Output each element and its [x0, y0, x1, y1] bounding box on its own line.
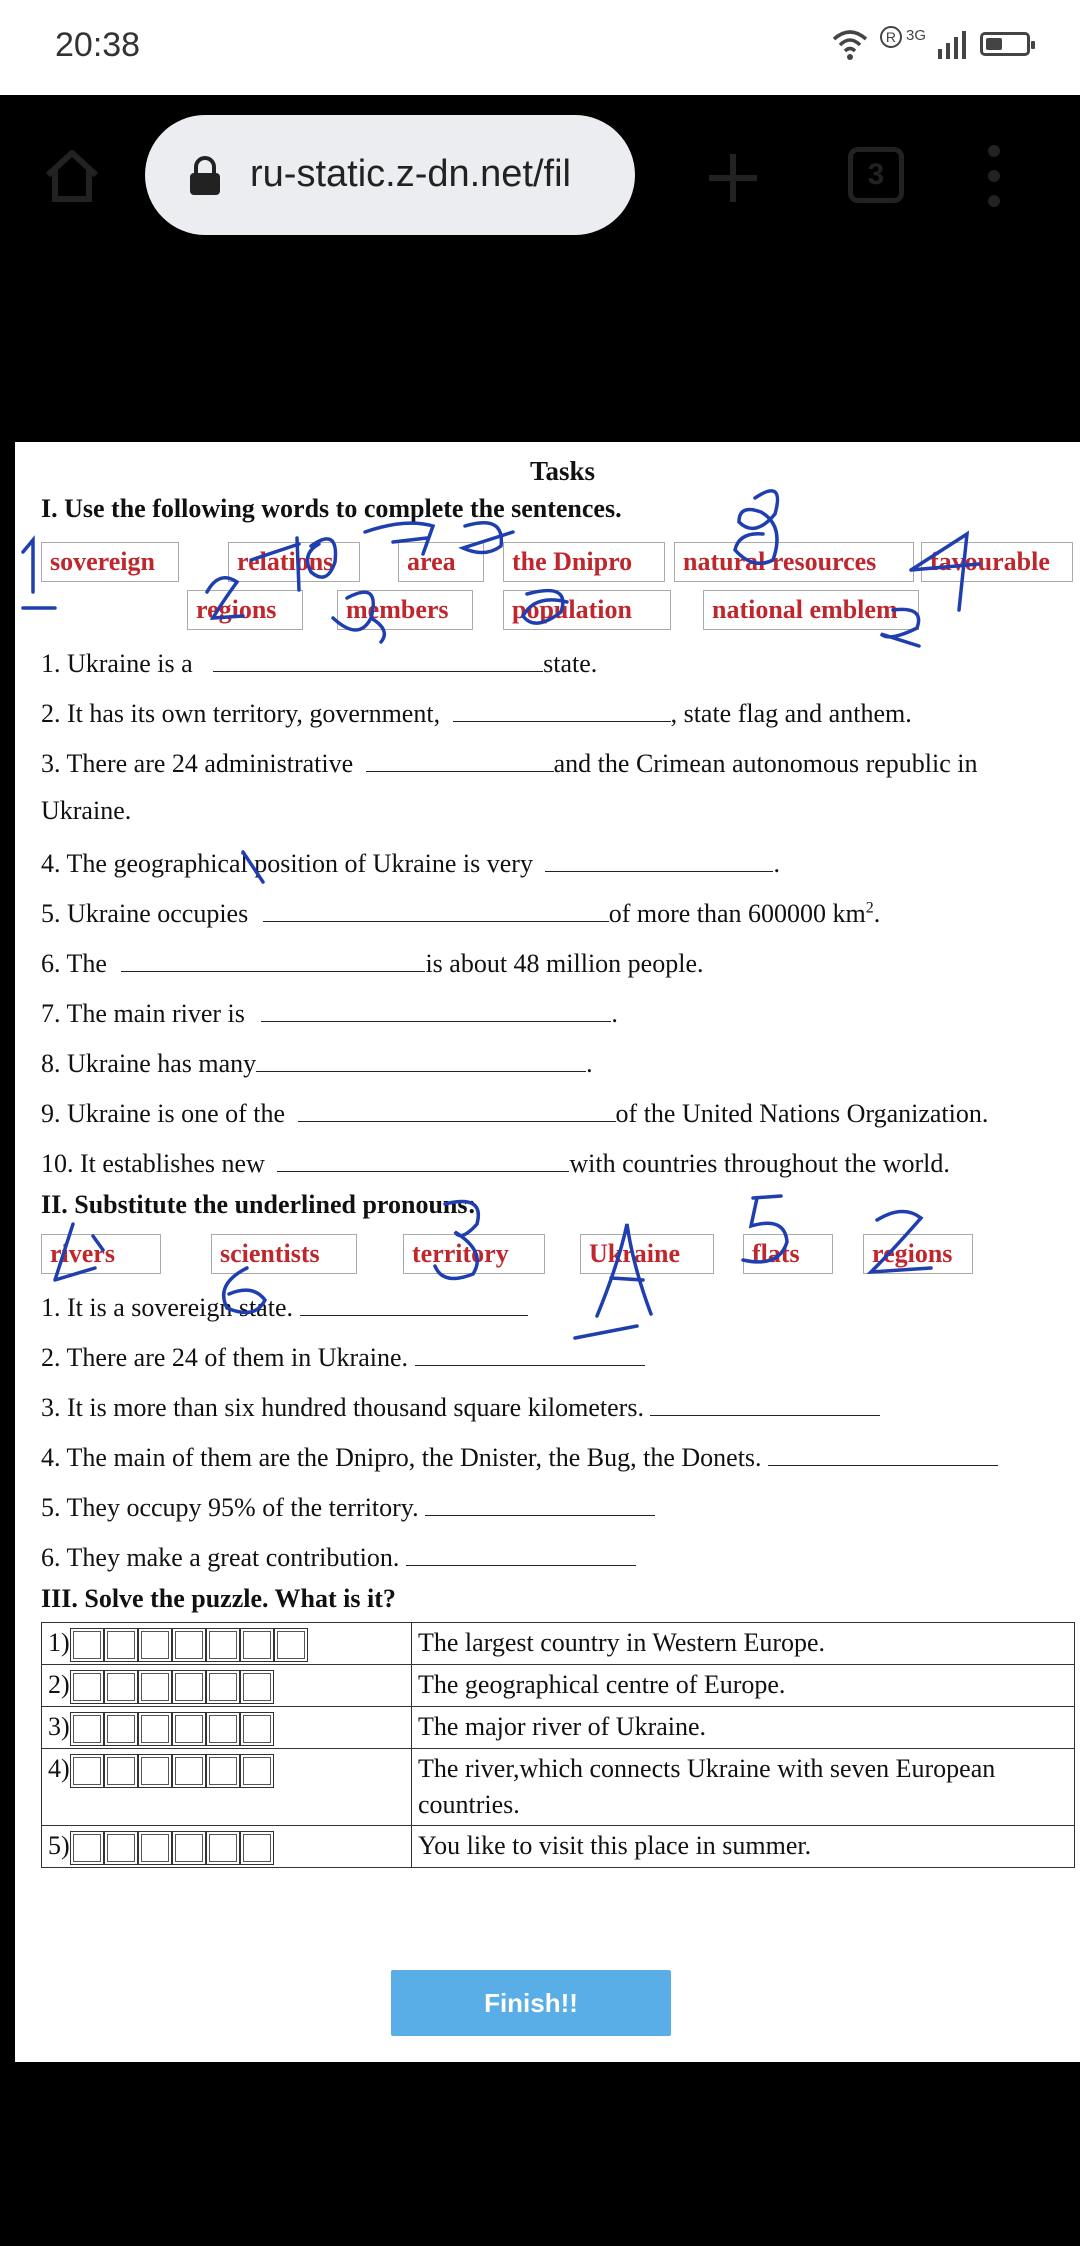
puzzle-clue: You like to visit this place in summer. [412, 1826, 1075, 1868]
sentence-text: is about 48 million people. [425, 949, 704, 978]
puzzle-boxes-cell [42, 1826, 412, 1868]
answer-blank [300, 1290, 528, 1316]
letter-box [172, 1754, 206, 1788]
word-box: Ukraine [580, 1234, 714, 1274]
puzzle-boxes-cell [42, 1665, 412, 1707]
puzzle-row [42, 1707, 1075, 1749]
letter-box [172, 1831, 206, 1865]
network-type: 3G [905, 26, 926, 44]
page-dark-header [0, 260, 1080, 442]
letter-box [104, 1754, 138, 1788]
word-box: rivers [41, 1234, 161, 1274]
letter-box [138, 1712, 172, 1746]
letter-box [138, 1831, 172, 1865]
word-box: natural resources [674, 542, 914, 582]
signal-icon [936, 29, 970, 59]
sentence-text: state. [543, 649, 598, 678]
puzzle-boxes-cell [42, 1707, 412, 1749]
puzzle-boxes-cell [42, 1749, 412, 1826]
status-time: 20:38 [55, 26, 141, 64]
sentence-4 [41, 846, 780, 879]
puzzle-table [41, 1622, 1075, 1868]
home-icon[interactable] [42, 145, 102, 205]
sentence-text: 5. They occupy 95% of the territory. [41, 1493, 419, 1522]
sentence-7 [41, 996, 618, 1029]
r-badge: R [880, 26, 902, 48]
letter-box [240, 1754, 274, 1788]
plus-icon[interactable] [705, 150, 761, 206]
puzzle-boxes-cell [42, 1623, 412, 1665]
sentence-text: , state flag and anthem. [670, 699, 912, 728]
sentence-text: 5. Ukraine occupies [41, 899, 249, 928]
sentence-text: 3. It is more than six hundred thousand square kilometers. [41, 1393, 644, 1422]
puzzle-row [42, 1665, 1075, 1707]
puzzle-row [42, 1623, 1075, 1665]
word-box: population [503, 590, 671, 630]
section1-heading: I. Use the following words to complete the sentences. [41, 494, 622, 523]
answer-blank [261, 996, 611, 1022]
page-title: Tasks [530, 456, 596, 486]
letter-box [70, 1670, 104, 1704]
sentence-3 [41, 746, 978, 779]
sentence-text: 1. Ukraine is a [41, 649, 193, 678]
answer-blank [213, 646, 543, 672]
answer-blank [263, 896, 609, 922]
puzzle-number: 2) [48, 1670, 70, 1700]
sentence-text: . [611, 999, 618, 1028]
puzzle-number: 1) [48, 1628, 70, 1657]
pronoun-sentence-3 [41, 1390, 880, 1423]
battery-icon [980, 32, 1030, 56]
word-box: flats [743, 1234, 833, 1274]
sentence-6 [41, 946, 703, 979]
sentence-text: 4. The main of them are the Dnipro, the Dnister, the Bug, the Donets. [41, 1443, 762, 1472]
answer-blank [415, 1340, 645, 1366]
sentence-text: 8. Ukraine has many [41, 1049, 257, 1078]
letter-box [138, 1628, 172, 1662]
sentence-text: 7. The main river is [41, 999, 245, 1028]
sentence-10 [41, 1146, 950, 1179]
answer-blank [768, 1440, 998, 1466]
answer-blank [366, 746, 554, 772]
answer-blank [406, 1540, 636, 1566]
word-box: members [337, 590, 473, 630]
lock-icon [187, 155, 223, 197]
puzzle-row [42, 1826, 1075, 1868]
page-dark-footer [0, 2062, 1080, 2246]
letter-box [206, 1754, 240, 1788]
more-vertical-icon[interactable] [980, 143, 1008, 209]
word-box: favourable [921, 542, 1073, 582]
sentence-text: 1. It is a sovereign state. [41, 1293, 293, 1322]
sentence-text: of more than 600000 km [608, 899, 866, 928]
sentence-text: 2. It has its own territory, government, [41, 699, 441, 728]
sentence-text: 6. They make a great contribution. [41, 1543, 400, 1572]
puzzle-clue: The river,which connects Ukraine with seven European countries. [412, 1749, 1075, 1826]
letter-box [172, 1712, 206, 1746]
superscript: 2 [865, 899, 874, 917]
sentence-text: of the United Nations Organization. [615, 1099, 989, 1128]
section3-heading: III. Solve the puzzle. What is it? [41, 1584, 396, 1613]
letter-box [274, 1628, 308, 1662]
word-box: territory [403, 1234, 545, 1274]
sentence-1 [41, 646, 597, 679]
answer-blank [277, 1146, 569, 1172]
letter-box [138, 1670, 172, 1704]
sentence-text: 2. There are 24 of them in Ukraine. [41, 1343, 408, 1372]
letter-box [206, 1831, 240, 1865]
status-bar [0, 0, 1080, 95]
answer-blank [298, 1096, 616, 1122]
letter-box [206, 1670, 240, 1704]
word-box: relations [228, 542, 360, 582]
answer-blank [425, 1490, 655, 1516]
letter-box [138, 1754, 172, 1788]
answer-blank [453, 696, 671, 722]
sentence-5 [41, 896, 880, 929]
tabs-button[interactable]: 3 [848, 147, 904, 203]
letter-box [104, 1628, 138, 1662]
word-box: regions [187, 590, 303, 630]
address-bar[interactable] [145, 115, 635, 235]
letter-box [70, 1628, 104, 1662]
sentence-text: and the Crimean autonomous republic in [553, 749, 978, 778]
sentence-text: 9. Ukraine is one of the [41, 1099, 286, 1128]
sentence-2 [41, 696, 912, 729]
sentence-text: 4. The geographical position of Ukraine is very [41, 849, 533, 878]
letter-box [104, 1831, 138, 1865]
word-box: scientists [211, 1234, 357, 1274]
sentence-text: . [773, 849, 780, 878]
word-box: regions [863, 1234, 973, 1274]
letter-box [104, 1712, 138, 1746]
puzzle-clue: The major river of Ukraine. [412, 1707, 1075, 1749]
sentence-text: 10. It establishes new [41, 1149, 265, 1178]
puzzle-clue: The geographical centre of Europe. [412, 1665, 1075, 1707]
sentence-text: 6. The [41, 949, 107, 978]
puzzle-row [42, 1749, 1075, 1826]
sentence-text: 3. There are 24 administrative [41, 749, 354, 778]
sentence-text: . [586, 1049, 593, 1078]
letter-box [240, 1712, 274, 1746]
sentence-8 [41, 1046, 593, 1079]
letter-box [206, 1712, 240, 1746]
section2-heading: II. Substitute the underlined pronouns: [41, 1190, 477, 1219]
letter-box [240, 1831, 274, 1865]
puzzle-number: 3) [48, 1712, 70, 1742]
answer-blank [545, 846, 773, 872]
pronoun-sentence-4 [41, 1440, 998, 1473]
letter-box [70, 1754, 104, 1788]
pronoun-sentence-2 [41, 1340, 645, 1373]
word-box: area [398, 542, 484, 582]
word-box: the Dnipro [503, 542, 665, 582]
letter-box [206, 1628, 240, 1662]
letter-box [240, 1628, 274, 1662]
letter-box [104, 1670, 138, 1704]
answer-blank [121, 946, 425, 972]
pronoun-sentence-5 [41, 1490, 655, 1523]
worksheet-image [15, 442, 1080, 2062]
pronoun-sentence-6 [41, 1540, 636, 1573]
sentence-text: with countries throughout the world. [569, 1149, 950, 1178]
puzzle-number: 4) [48, 1754, 70, 1784]
answer-blank [256, 1046, 586, 1072]
word-box: national emblem [703, 590, 919, 630]
answer-blank [650, 1390, 880, 1416]
letter-box [172, 1670, 206, 1704]
status-icons [830, 24, 1030, 64]
letter-box [240, 1670, 274, 1704]
sentence-text: . [873, 899, 881, 928]
word-box: sovereign [41, 542, 179, 582]
puzzle-number: 5) [48, 1831, 70, 1861]
letter-box [172, 1628, 206, 1662]
sentence-9 [41, 1096, 988, 1129]
sentence-3-cont: Ukraine. [41, 796, 132, 825]
puzzle-clue: The largest country in Western Europe. [412, 1623, 1075, 1665]
finish-button[interactable]: Finish!! [391, 1970, 671, 2036]
wifi-icon [830, 27, 870, 61]
letter-box [70, 1831, 104, 1865]
url-text: ru-static.z-dn.net/fil [250, 153, 571, 195]
letter-box [70, 1712, 104, 1746]
pronoun-sentence-1 [41, 1290, 528, 1323]
